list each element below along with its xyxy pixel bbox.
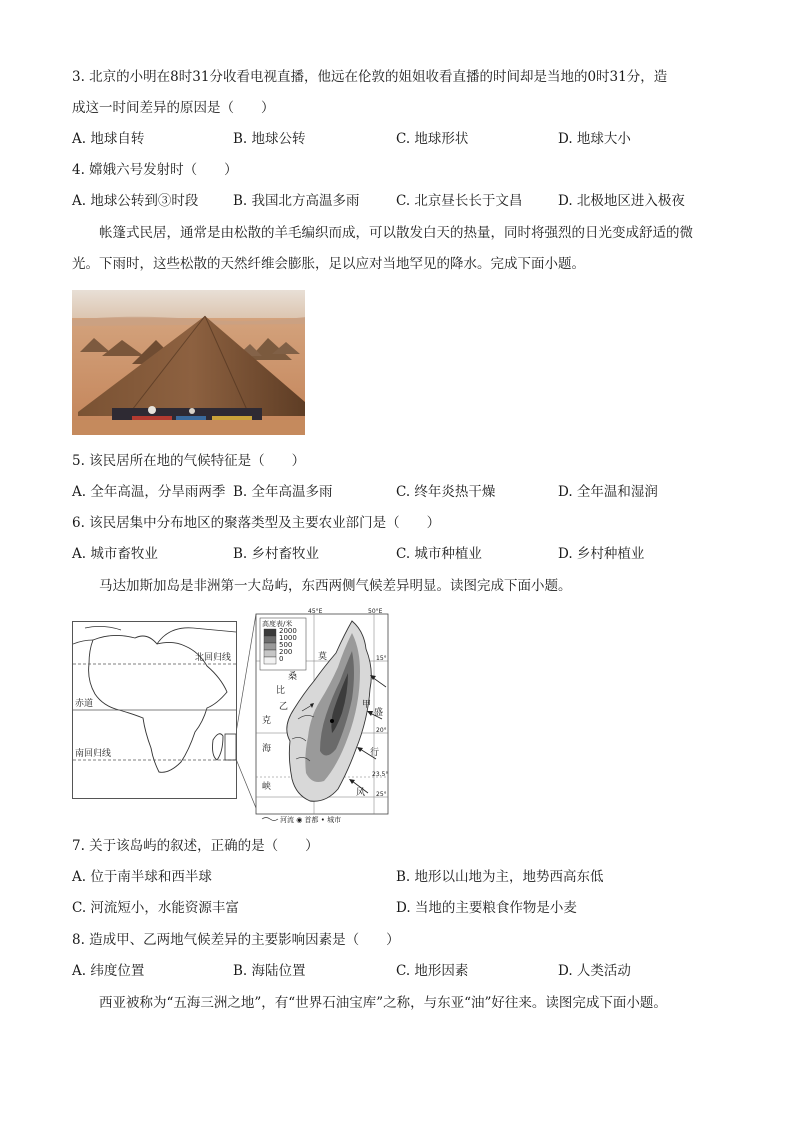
q4-option-a[interactable]: A. 地球公转到③时段 [72, 193, 199, 209]
label-wind-feng: 风 [356, 788, 366, 798]
q8-stem: 8. 造成甲、乙两地气候差异的主要影响因素是（ ） [72, 932, 400, 948]
label-channel-sang: 桑 [288, 672, 298, 682]
q5-option-c[interactable]: C. 终年炎热干燥 [396, 484, 496, 500]
label-channel-hai: 海 [262, 744, 272, 754]
q5-option-b[interactable]: B. 全年高温多雨 [233, 484, 333, 500]
q7-option-b[interactable]: B. 地形以山地为主，地势西高东低 [396, 869, 604, 885]
q4-stem: 4. 嫦娥六号发射时（ ） [72, 162, 238, 178]
q3-option-c[interactable]: C. 地球形状 [396, 131, 469, 147]
q5-option-a[interactable]: A. 全年高温，分旱雨两季 [72, 484, 226, 500]
q7-stem: 7. 关于该岛屿的叙述，正确的是（ ） [72, 838, 319, 854]
legend-1000: 1000 [279, 634, 297, 642]
label-south-tropic: 南回归线 [75, 749, 112, 759]
q6-stem: 6. 该民居集中分布地区的聚落类型及主要农业部门是（ ） [72, 515, 441, 531]
label-yi: 乙 [279, 702, 289, 712]
label-lat-25: 25° [376, 791, 387, 798]
passage3-line1: 西亚被称为“五海三洲之地”，有“世界石油宝库”之称，与东亚“油”好往来。读图完成下面小题。 [99, 995, 667, 1011]
label-lat-15: 15° [376, 655, 387, 662]
label-channel-bi: 比 [276, 686, 286, 696]
q3-option-b[interactable]: B. 地球公转 [233, 131, 306, 147]
q5-stem: 5. 该民居所在地的气候特征是（ ） [72, 453, 306, 469]
legend-0: 0 [279, 655, 284, 663]
q8-option-c[interactable]: C. 地形因素 [396, 963, 469, 979]
label-channel-xia: 峡 [262, 782, 272, 792]
q7-option-c[interactable]: C. 河流短小，水能资源丰富 [72, 900, 239, 916]
map-legend-footer: 河流 ◉ 首都 • 城市 [280, 816, 342, 824]
q8-option-a[interactable]: A. 纬度位置 [72, 963, 145, 979]
label-lon-45: 45°E [308, 608, 323, 615]
passage2-line1: 马达加斯加岛是非洲第一大岛屿，东西两侧气候差异明显。读图完成下面小题。 [99, 578, 572, 594]
label-lat-20: 20° [376, 727, 387, 734]
q3-stem-line1: 3. 北京的小明在8时31分收看电视直播，他远在伦敦的姐姐收看直播的时间却是当地的0时31分，造 [72, 69, 668, 85]
tent-photo [72, 290, 305, 435]
africa-map [72, 621, 237, 799]
q3-option-a[interactable]: A. 地球自转 [72, 131, 145, 147]
legend-2000: 2000 [279, 627, 297, 635]
label-jia: 甲 [362, 700, 372, 710]
label-channel-ke: 克 [262, 716, 272, 726]
legend-200: 200 [279, 648, 293, 656]
q5-option-d[interactable]: D. 全年温和湿润 [558, 484, 658, 500]
label-lat-23-5: 23.5° [372, 771, 389, 778]
legend-500: 500 [279, 641, 293, 649]
q7-option-d[interactable]: D. 当地的主要粮食作物是小麦 [396, 900, 577, 916]
q8-option-b[interactable]: B. 海陆位置 [233, 963, 306, 979]
q4-option-b[interactable]: B. 我国北方高温多雨 [233, 193, 360, 209]
madagascar-map [252, 609, 392, 827]
label-north-tropic: 北回归线 [195, 653, 232, 663]
legend-title: 高度表/米 [262, 620, 293, 628]
label-lon-50: 50°E [368, 608, 383, 615]
q3-stem-line2: 成这一时间差异的原因是（ ） [72, 100, 275, 116]
label-wind-sheng: 盛 [374, 708, 384, 718]
q6-option-a[interactable]: A. 城市畜牧业 [72, 546, 158, 562]
q6-option-b[interactable]: B. 乡村畜牧业 [233, 546, 320, 562]
q8-option-d[interactable]: D. 人类活动 [558, 963, 631, 979]
label-wind-xing: 行 [370, 748, 380, 758]
q4-option-c[interactable]: C. 北京昼长长于文昌 [396, 193, 523, 209]
q6-option-d[interactable]: D. 乡村种植业 [558, 546, 645, 562]
passage1-line1: 帐篷式民居，通常是由松散的羊毛编织而成，可以散发白天的热量，同时将强烈的日光变成舒适的微 [99, 225, 693, 241]
q3-option-d[interactable]: D. 地球大小 [558, 131, 631, 147]
q7-option-a[interactable]: A. 位于南半球和西半球 [72, 869, 212, 885]
q6-option-c[interactable]: C. 城市种植业 [396, 546, 482, 562]
q4-option-d[interactable]: D. 北极地区进入极夜 [558, 193, 685, 209]
label-channel-mo: 莫 [318, 652, 328, 662]
passage1-line2: 光。下雨时，这些松散的天然纤维会膨胀，足以应对当地罕见的降水。完成下面小题。 [72, 256, 585, 272]
label-equator: 赤道 [75, 699, 94, 709]
